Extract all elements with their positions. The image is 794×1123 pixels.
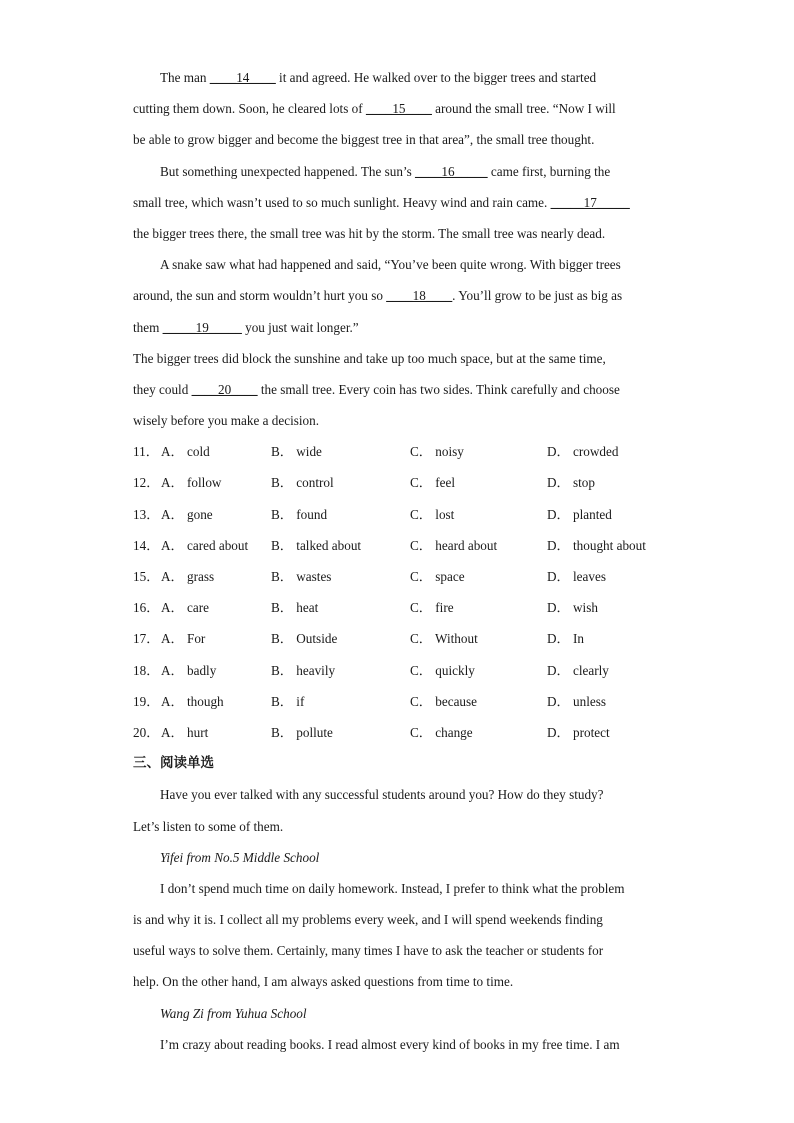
question-number: 15．: [133, 569, 160, 584]
option-b: B． wide: [271, 444, 322, 460]
text: came first, burning the: [487, 163, 611, 179]
speaker-name: Wang Zi from Yuhua School: [160, 1005, 307, 1021]
option-d: D． planted: [547, 506, 612, 522]
option-a: A． cold: [161, 444, 210, 460]
section-heading: 三、阅读单选: [133, 755, 214, 772]
option-a: A． follow: [161, 475, 222, 491]
option-a: A． gone: [161, 506, 213, 522]
question-number: 16．: [133, 600, 160, 616]
blank-19: _____19_____: [162, 319, 242, 335]
passage-line: [133, 62, 663, 93]
blank-14: ____14____: [209, 70, 276, 85]
text: the bigger trees there, the small tree was hit by the storm. The small tree was nearly dead.: [133, 225, 606, 241]
text: The bigger trees did block the sunshine and take up too much space, but at the same time,: [133, 350, 606, 366]
blank-20: ____20____: [191, 381, 258, 397]
passage-line: [133, 249, 663, 280]
question-row: [133, 436, 663, 467]
intro-line: Have you ever talked with any successful students around you? How do they study?: [160, 787, 604, 803]
passage-line: [133, 156, 663, 187]
question-number: 14．: [133, 537, 160, 553]
passage-line: [133, 187, 663, 218]
text: around the small tree. “Now I will: [431, 101, 616, 117]
text: . You’ll grow to be just as big as: [452, 288, 623, 304]
text: The man: [160, 70, 210, 85]
option-a: A． cared about: [161, 537, 249, 553]
option-d: D． wish: [547, 600, 598, 616]
option-b: B． heavily: [271, 662, 336, 678]
option-a: A． For: [161, 631, 206, 647]
text: small tree, which wasn’t used to so much sunlight. Heavy wind and rain came.: [133, 194, 551, 210]
question-row: [133, 655, 663, 686]
text: A snake saw what had happened and said, “You’ve been quite wrong. With bigger trees: [160, 257, 621, 273]
option-c: C． fire: [410, 600, 454, 616]
text: wisely before you make a decision.: [133, 413, 320, 429]
body-line: I don’t spend much time on daily homework. Instead, I prefer to think what the problem: [160, 880, 625, 896]
question-number: 12．: [133, 475, 160, 491]
option-b: B． wastes: [271, 569, 332, 584]
question-number: 20．: [133, 724, 160, 740]
question-row: [133, 717, 663, 748]
option-c: C． space: [410, 569, 465, 584]
option-b: B． Outside: [271, 631, 338, 647]
passage-line: [133, 280, 663, 311]
question-row: [133, 623, 663, 654]
option-d: D． thought about: [547, 537, 646, 553]
option-d: D． crowded: [547, 444, 619, 460]
question-number: 19．: [133, 693, 160, 709]
question-number: 18．: [133, 662, 160, 678]
option-c: C． feel: [410, 475, 456, 491]
question-row: [133, 467, 663, 498]
question-number: 13．: [133, 506, 160, 522]
question-row: [133, 592, 663, 623]
option-d: D． clearly: [547, 662, 609, 678]
option-d: D． In: [547, 631, 584, 647]
passage-line: [133, 405, 663, 436]
option-d: D． protect: [547, 724, 610, 740]
option-d: D． unless: [547, 693, 606, 709]
question-list: [133, 436, 663, 748]
intro-line: Let’s listen to some of them.: [133, 818, 284, 834]
option-a: A． badly: [161, 662, 217, 678]
text: cutting them down. Soon, he cleared lots of: [133, 101, 366, 117]
text: you just wait longer.”: [241, 319, 359, 335]
passage-line: [133, 343, 663, 374]
text: it and agreed. He walked over to the bigger trees and started: [275, 70, 597, 85]
document-page: [133, 62, 663, 1060]
speaker-name: Yifei from No.5 Middle School: [160, 849, 320, 865]
option-a: A． grass: [161, 569, 215, 584]
passage-line: [133, 312, 663, 343]
question-row: [133, 686, 663, 717]
option-c: C． change: [410, 724, 473, 740]
option-d: D． stop: [547, 475, 595, 491]
option-c: C． quickly: [410, 662, 475, 678]
text: But something unexpected happened. The sun’s: [160, 163, 416, 179]
question-row: [133, 530, 663, 561]
blank-16: ____16_____: [415, 163, 488, 179]
text: them: [133, 319, 163, 335]
option-c: C． lost: [410, 506, 455, 522]
passage-line: [133, 218, 663, 249]
option-a: A． care: [161, 600, 209, 616]
blank-17: _____17_____: [550, 194, 630, 210]
option-d: D． leaves: [547, 569, 606, 584]
question-row: [133, 561, 663, 592]
option-c: C． Without: [410, 631, 478, 647]
option-b: B． heat: [271, 600, 319, 616]
question-number: 11．: [133, 444, 159, 460]
option-a: A． hurt: [161, 724, 209, 740]
text: be able to grow bigger and become the biggest tree in that area”, the small tree thought.: [133, 132, 595, 148]
option-b: B． pollute: [271, 724, 333, 740]
option-b: B． found: [271, 506, 328, 522]
question-number: 17．: [133, 631, 160, 647]
text: the small tree. Every coin has two sides. Think carefully and choose: [257, 381, 620, 397]
option-a: A． though: [161, 693, 224, 709]
option-c: C． heard about: [410, 537, 498, 553]
blank-18: ____18____: [386, 288, 453, 304]
body-line: help. On the other hand, I am always asked questions from time to time.: [133, 974, 514, 990]
passage-line: [133, 124, 663, 155]
body-line: I’m crazy about reading books. I read almost every kind of books in my free time. I am: [160, 1036, 620, 1052]
blank-15: ____15____: [365, 101, 432, 117]
passage-line: [133, 374, 663, 405]
text: around, the sun and storm wouldn’t hurt you so: [133, 288, 387, 304]
body-line: useful ways to solve them. Certainly, many times I have to ask the teacher or students for: [133, 943, 604, 959]
option-b: B． control: [271, 475, 334, 491]
text: they could: [133, 381, 192, 397]
option-b: B． talked about: [271, 537, 362, 553]
option-b: B． if: [271, 693, 305, 709]
body-line: is and why it is. I collect all my problems every week, and I will spend weekends finding: [133, 912, 603, 928]
option-c: C． noisy: [410, 444, 464, 460]
option-c: C． because: [410, 693, 478, 709]
question-row: [133, 499, 663, 530]
passage-line: [133, 93, 663, 124]
